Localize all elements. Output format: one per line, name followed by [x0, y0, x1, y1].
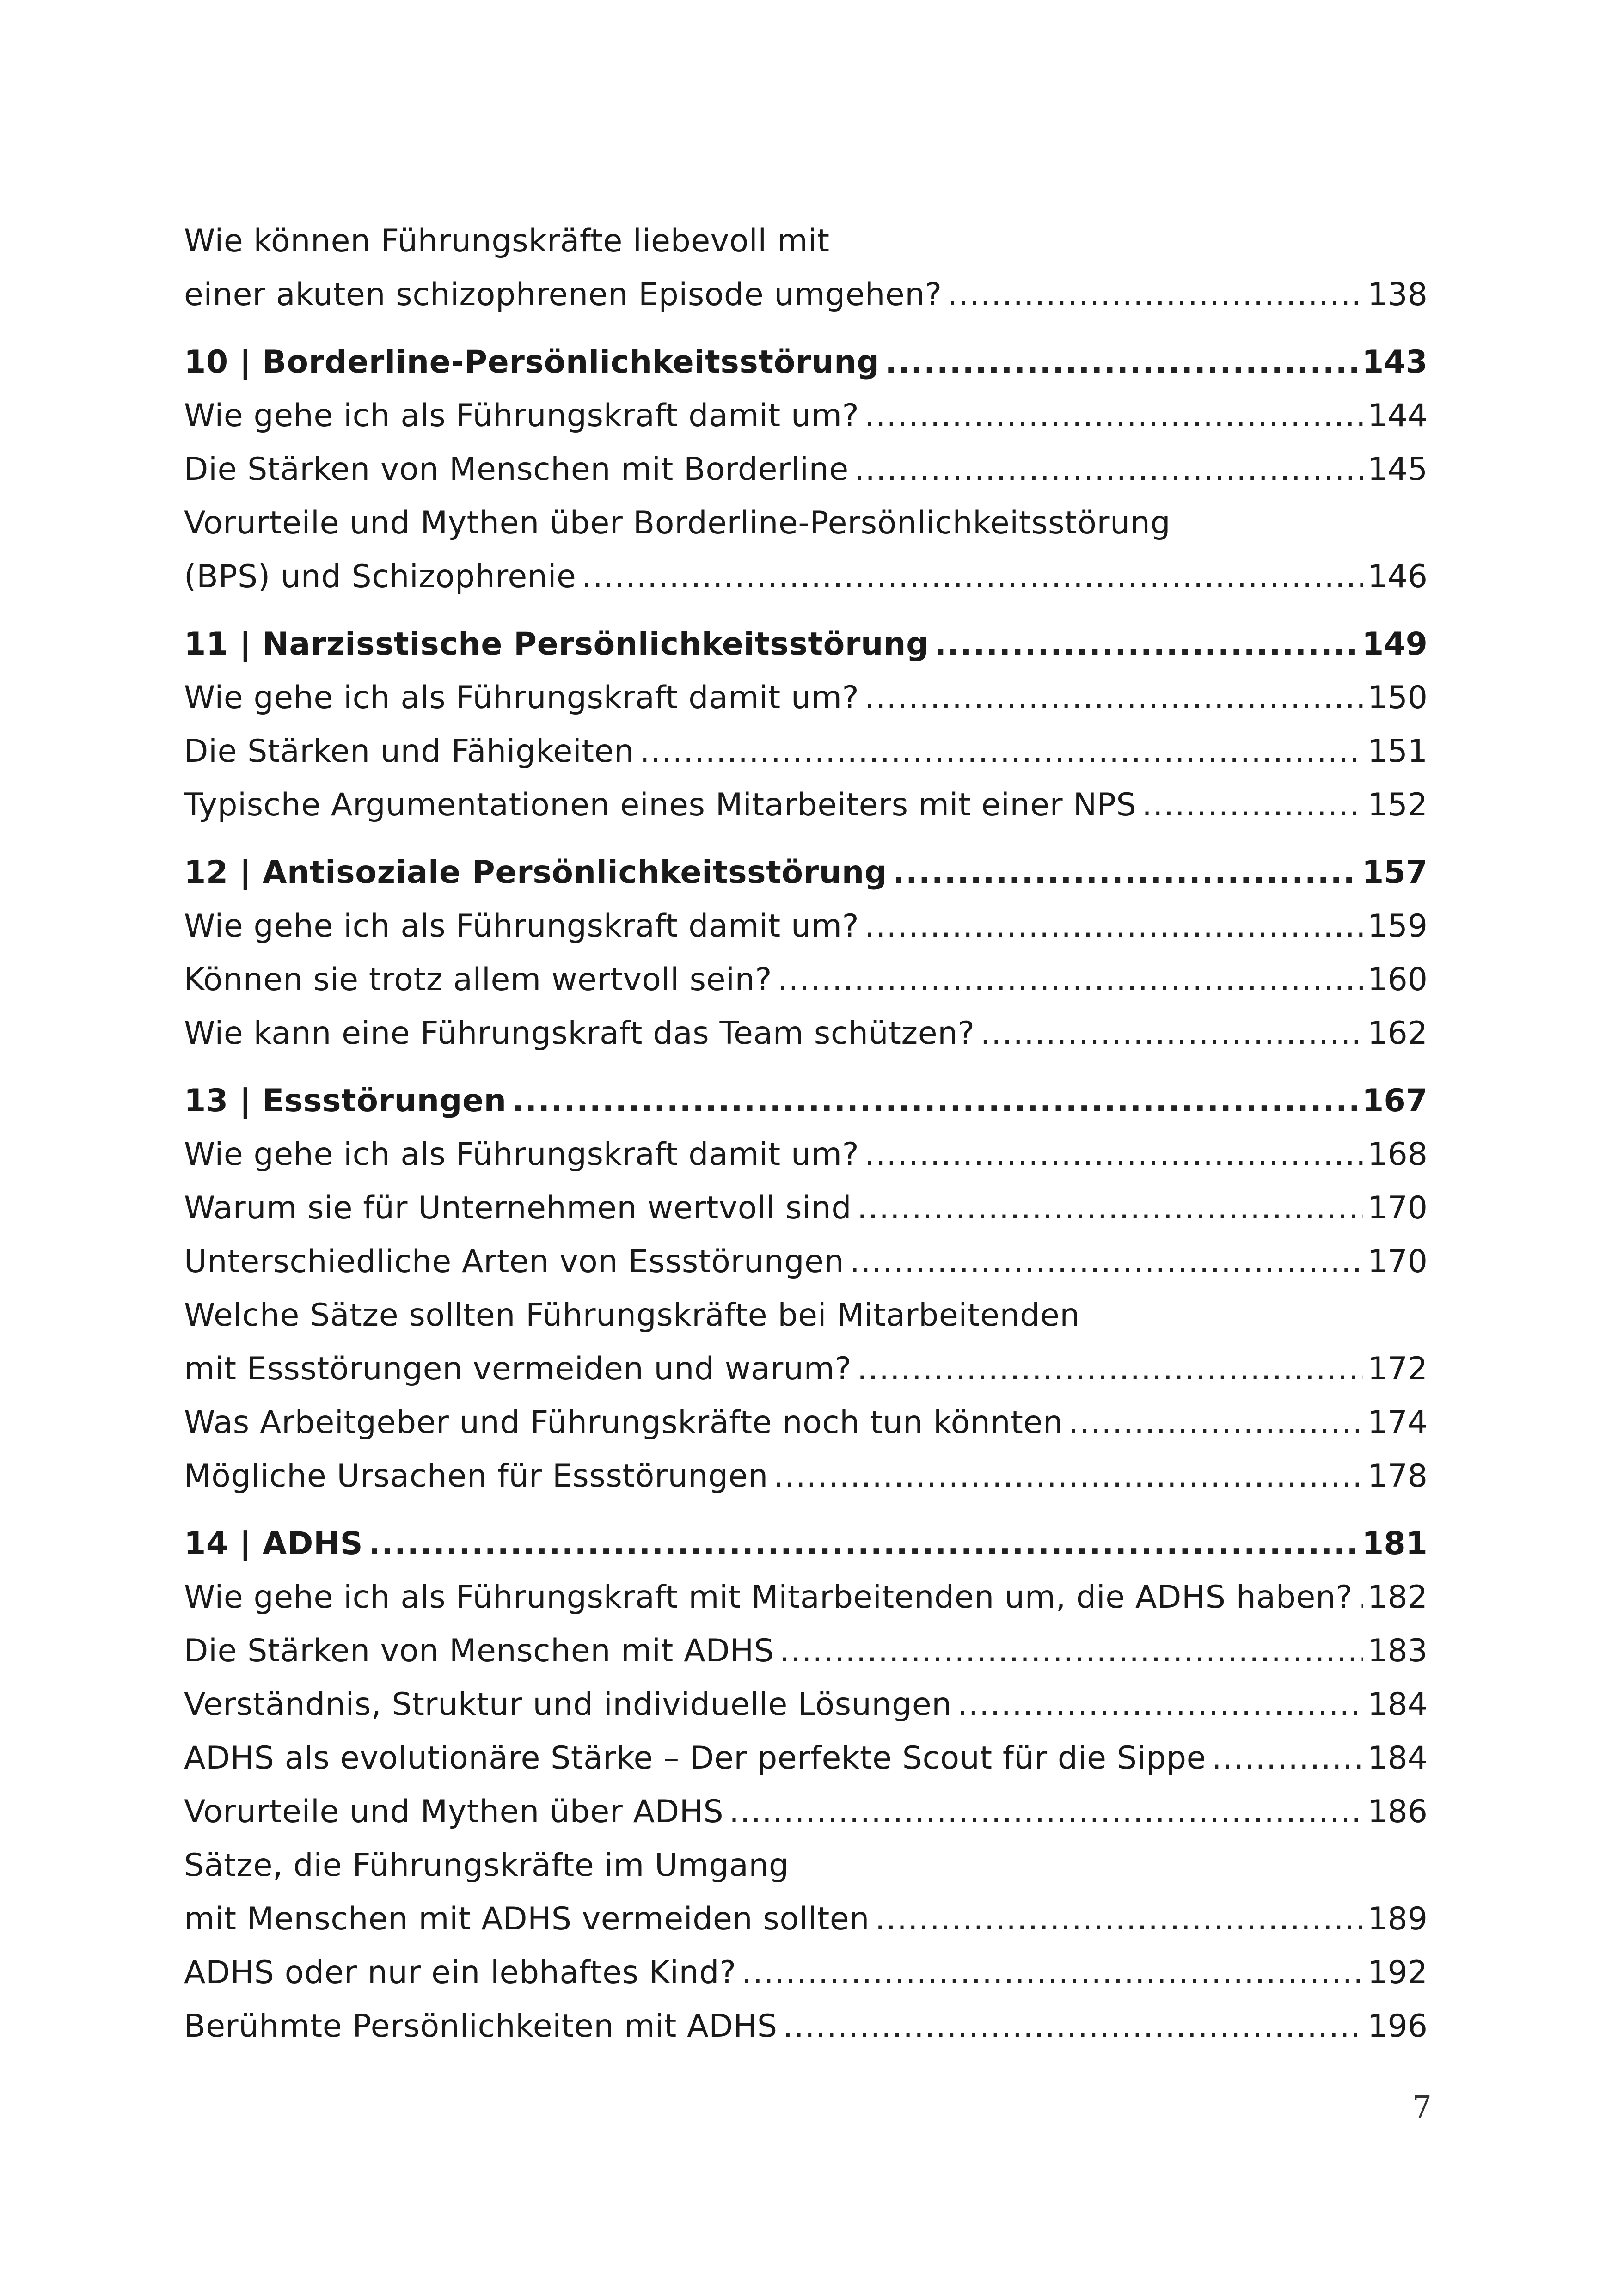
- toc-entry: [184, 1946, 1428, 2000]
- page-number: 7: [1412, 2089, 1432, 2125]
- toc-chapter-entry: [184, 846, 1428, 900]
- toc-entry-page: 189: [1367, 1901, 1428, 1937]
- dot-leader: [850, 1235, 1363, 1289]
- toc-entry-title: einer akuten schizophrenen Episode umgehen?: [184, 276, 942, 313]
- toc-entry: [184, 1892, 1428, 1946]
- toc-entry-title: Wie kann eine Führungskraft das Team schützen?: [184, 1015, 975, 1052]
- dot-leader: [864, 1128, 1363, 1182]
- table-of-contents: [184, 214, 1428, 2053]
- toc-entry: [184, 1450, 1428, 1503]
- toc-entry-title: Berühmte Persönlichkeiten mit ADHS: [184, 2008, 778, 2045]
- toc-entry-title: mit Menschen mit ADHS vermeiden sollten: [184, 1901, 870, 1937]
- dot-leader: [1212, 1732, 1363, 1785]
- toc-entry-page: 172: [1367, 1351, 1428, 1387]
- toc-entry-page: 167: [1362, 1083, 1428, 1119]
- toc-entry-title: 13 | Essstörungen: [184, 1083, 507, 1119]
- toc-entry-title: Vorurteile und Mythen über Borderline-Persönlichkeitsstörung: [184, 505, 1171, 541]
- toc-entry-page: 181: [1362, 1525, 1428, 1562]
- dot-leader: [742, 1946, 1363, 2000]
- dot-leader: [864, 389, 1363, 443]
- toc-entry-title: Vorurteile und Mythen über ADHS: [184, 1794, 724, 1830]
- toc-entry: [184, 1396, 1428, 1450]
- toc-entry: [184, 1235, 1428, 1289]
- dot-leader: [934, 618, 1357, 671]
- toc-entry-title: (BPS) und Schizophrenie: [184, 558, 576, 595]
- toc-entry-page: 192: [1367, 1954, 1428, 1991]
- toc-chapter-entry: [184, 618, 1428, 671]
- toc-entry: [184, 1732, 1428, 1785]
- toc-entry: [184, 389, 1428, 443]
- dot-leader: [783, 2000, 1363, 2053]
- toc-entry-title: Die Stärken von Menschen mit ADHS: [184, 1633, 774, 1669]
- toc-entry-title: Sätze, die Führungskräfte im Umgang: [184, 1847, 789, 1884]
- toc-entry: [184, 1128, 1428, 1182]
- toc-entry-title: 11 | Narzisstische Persönlichkeitsstörung: [184, 626, 929, 662]
- toc-entry: [184, 443, 1428, 496]
- dot-leader: [1358, 1571, 1363, 1624]
- toc-entry-title: Warum sie für Unternehmen wertvoll sind: [184, 1190, 852, 1226]
- toc-entry: [184, 1785, 1428, 1839]
- dot-leader: [582, 550, 1363, 604]
- toc-entry: [184, 1839, 1428, 1892]
- toc-entry: [184, 1678, 1428, 1732]
- toc-entry: [184, 268, 1428, 322]
- toc-entry: [184, 550, 1428, 604]
- dot-leader: [512, 1074, 1357, 1128]
- dot-leader: [778, 953, 1363, 1007]
- toc-entry-title: Können sie trotz allem wertvoll sein?: [184, 961, 772, 998]
- toc-entry-title: Mögliche Ursachen für Essstörungen: [184, 1458, 768, 1494]
- toc-entry: [184, 1571, 1428, 1624]
- toc-entry: [184, 214, 1428, 268]
- toc-entry-page: 184: [1367, 1740, 1428, 1776]
- toc-entry-title: Wie können Führungskräfte liebevoll mit: [184, 223, 830, 259]
- toc-chapter-entry: [184, 1074, 1428, 1128]
- toc-entry-page: 145: [1367, 451, 1428, 488]
- toc-entry: [184, 1624, 1428, 1678]
- toc-entry-page: 159: [1367, 908, 1428, 944]
- dot-leader: [729, 1785, 1363, 1839]
- toc-entry-page: 144: [1367, 398, 1428, 434]
- dot-leader: [857, 1342, 1363, 1396]
- dot-leader: [368, 1517, 1357, 1571]
- toc-entry-title: Verständnis, Struktur und individuelle Lösungen: [184, 1686, 952, 1723]
- toc-entry-title: Wie gehe ich als Führungskraft damit um?: [184, 908, 859, 944]
- toc-entry-title: 12 | Antisoziale Persönlichkeitsstörung: [184, 854, 888, 891]
- toc-entry-title: Wie gehe ich als Führungskraft damit um?: [184, 398, 859, 434]
- toc-entry-page: 184: [1367, 1686, 1428, 1723]
- dot-leader: [854, 443, 1363, 496]
- toc-entry: [184, 725, 1428, 778]
- toc-entry-title: mit Essstörungen vermeiden und warum?: [184, 1351, 852, 1387]
- toc-entry: [184, 1289, 1428, 1342]
- toc-entry-title: Welche Sätze sollten Führungskräfte bei Mitarbeitenden: [184, 1297, 1080, 1334]
- toc-entry-page: 168: [1367, 1136, 1428, 1173]
- toc-entry: [184, 671, 1428, 725]
- dot-leader: [774, 1450, 1363, 1503]
- toc-entry-page: 196: [1367, 2008, 1428, 2045]
- toc-chapter-entry: [184, 1517, 1428, 1571]
- dot-leader: [640, 725, 1363, 778]
- toc-entry-page: 151: [1367, 733, 1428, 770]
- toc-entry-title: Wie gehe ich als Führungskraft mit Mitarbeitenden um, die ADHS haben?: [184, 1579, 1353, 1616]
- toc-entry-page: 150: [1367, 680, 1428, 716]
- toc-entry-page: 152: [1367, 787, 1428, 823]
- toc-entry-page: 160: [1367, 961, 1428, 998]
- toc-entry-title: Die Stärken und Fähigkeiten: [184, 733, 634, 770]
- toc-entry-title: 10 | Borderline-Persönlichkeitsstörung: [184, 344, 880, 380]
- toc-entry: [184, 2000, 1428, 2053]
- toc-entry-page: 183: [1367, 1633, 1428, 1669]
- dot-leader: [780, 1624, 1363, 1678]
- toc-entry-page: 149: [1362, 626, 1428, 662]
- dot-leader: [957, 1678, 1363, 1732]
- toc-entry-title: 14 | ADHS: [184, 1525, 363, 1562]
- toc-entry-page: 157: [1362, 854, 1428, 891]
- toc-entry: [184, 1342, 1428, 1396]
- toc-chapter-entry: [184, 336, 1428, 389]
- dot-leader: [864, 900, 1363, 953]
- toc-entry-page: 146: [1367, 558, 1428, 595]
- toc-entry-title: Wie gehe ich als Führungskraft damit um?: [184, 1136, 859, 1173]
- dot-leader: [1142, 778, 1363, 832]
- toc-entry-page: 182: [1367, 1579, 1428, 1616]
- toc-entry: [184, 1007, 1428, 1060]
- toc-entry-page: 138: [1367, 276, 1428, 313]
- toc-entry: [184, 953, 1428, 1007]
- toc-entry-title: Die Stärken von Menschen mit Borderline: [184, 451, 849, 488]
- toc-entry-page: 170: [1367, 1243, 1428, 1280]
- toc-entry-page: 178: [1367, 1458, 1428, 1494]
- toc-entry: [184, 1182, 1428, 1235]
- dot-leader: [857, 1182, 1363, 1235]
- dot-leader: [864, 671, 1363, 725]
- toc-entry-page: 174: [1367, 1404, 1428, 1441]
- toc-entry-title: Typische Argumentationen eines Mitarbeiters mit einer NPS: [184, 787, 1137, 823]
- toc-entry: [184, 778, 1428, 832]
- toc-entry-page: 162: [1367, 1015, 1428, 1052]
- toc-entry-title: ADHS als evolutionäre Stärke – Der perfekte Scout für die Sippe: [184, 1740, 1207, 1776]
- toc-entry: [184, 900, 1428, 953]
- toc-entry-page: 170: [1367, 1190, 1428, 1226]
- dot-leader: [981, 1007, 1363, 1060]
- dot-leader: [1069, 1396, 1363, 1450]
- toc-entry-title: Unterschiedliche Arten von Essstörungen: [184, 1243, 845, 1280]
- toc-entry-page: 143: [1362, 344, 1428, 380]
- toc-entry: [184, 496, 1428, 550]
- toc-entry-title: ADHS oder nur ein lebhaftes Kind?: [184, 1954, 736, 1991]
- dot-leader: [893, 846, 1357, 900]
- toc-entry-title: Was Arbeitgeber und Führungskräfte noch tun könnten: [184, 1404, 1063, 1441]
- dot-leader: [885, 336, 1357, 389]
- dot-leader: [875, 1892, 1363, 1946]
- dot-leader: [948, 268, 1363, 322]
- toc-entry-title: Wie gehe ich als Führungskraft damit um?: [184, 680, 859, 716]
- toc-entry-page: 186: [1367, 1794, 1428, 1830]
